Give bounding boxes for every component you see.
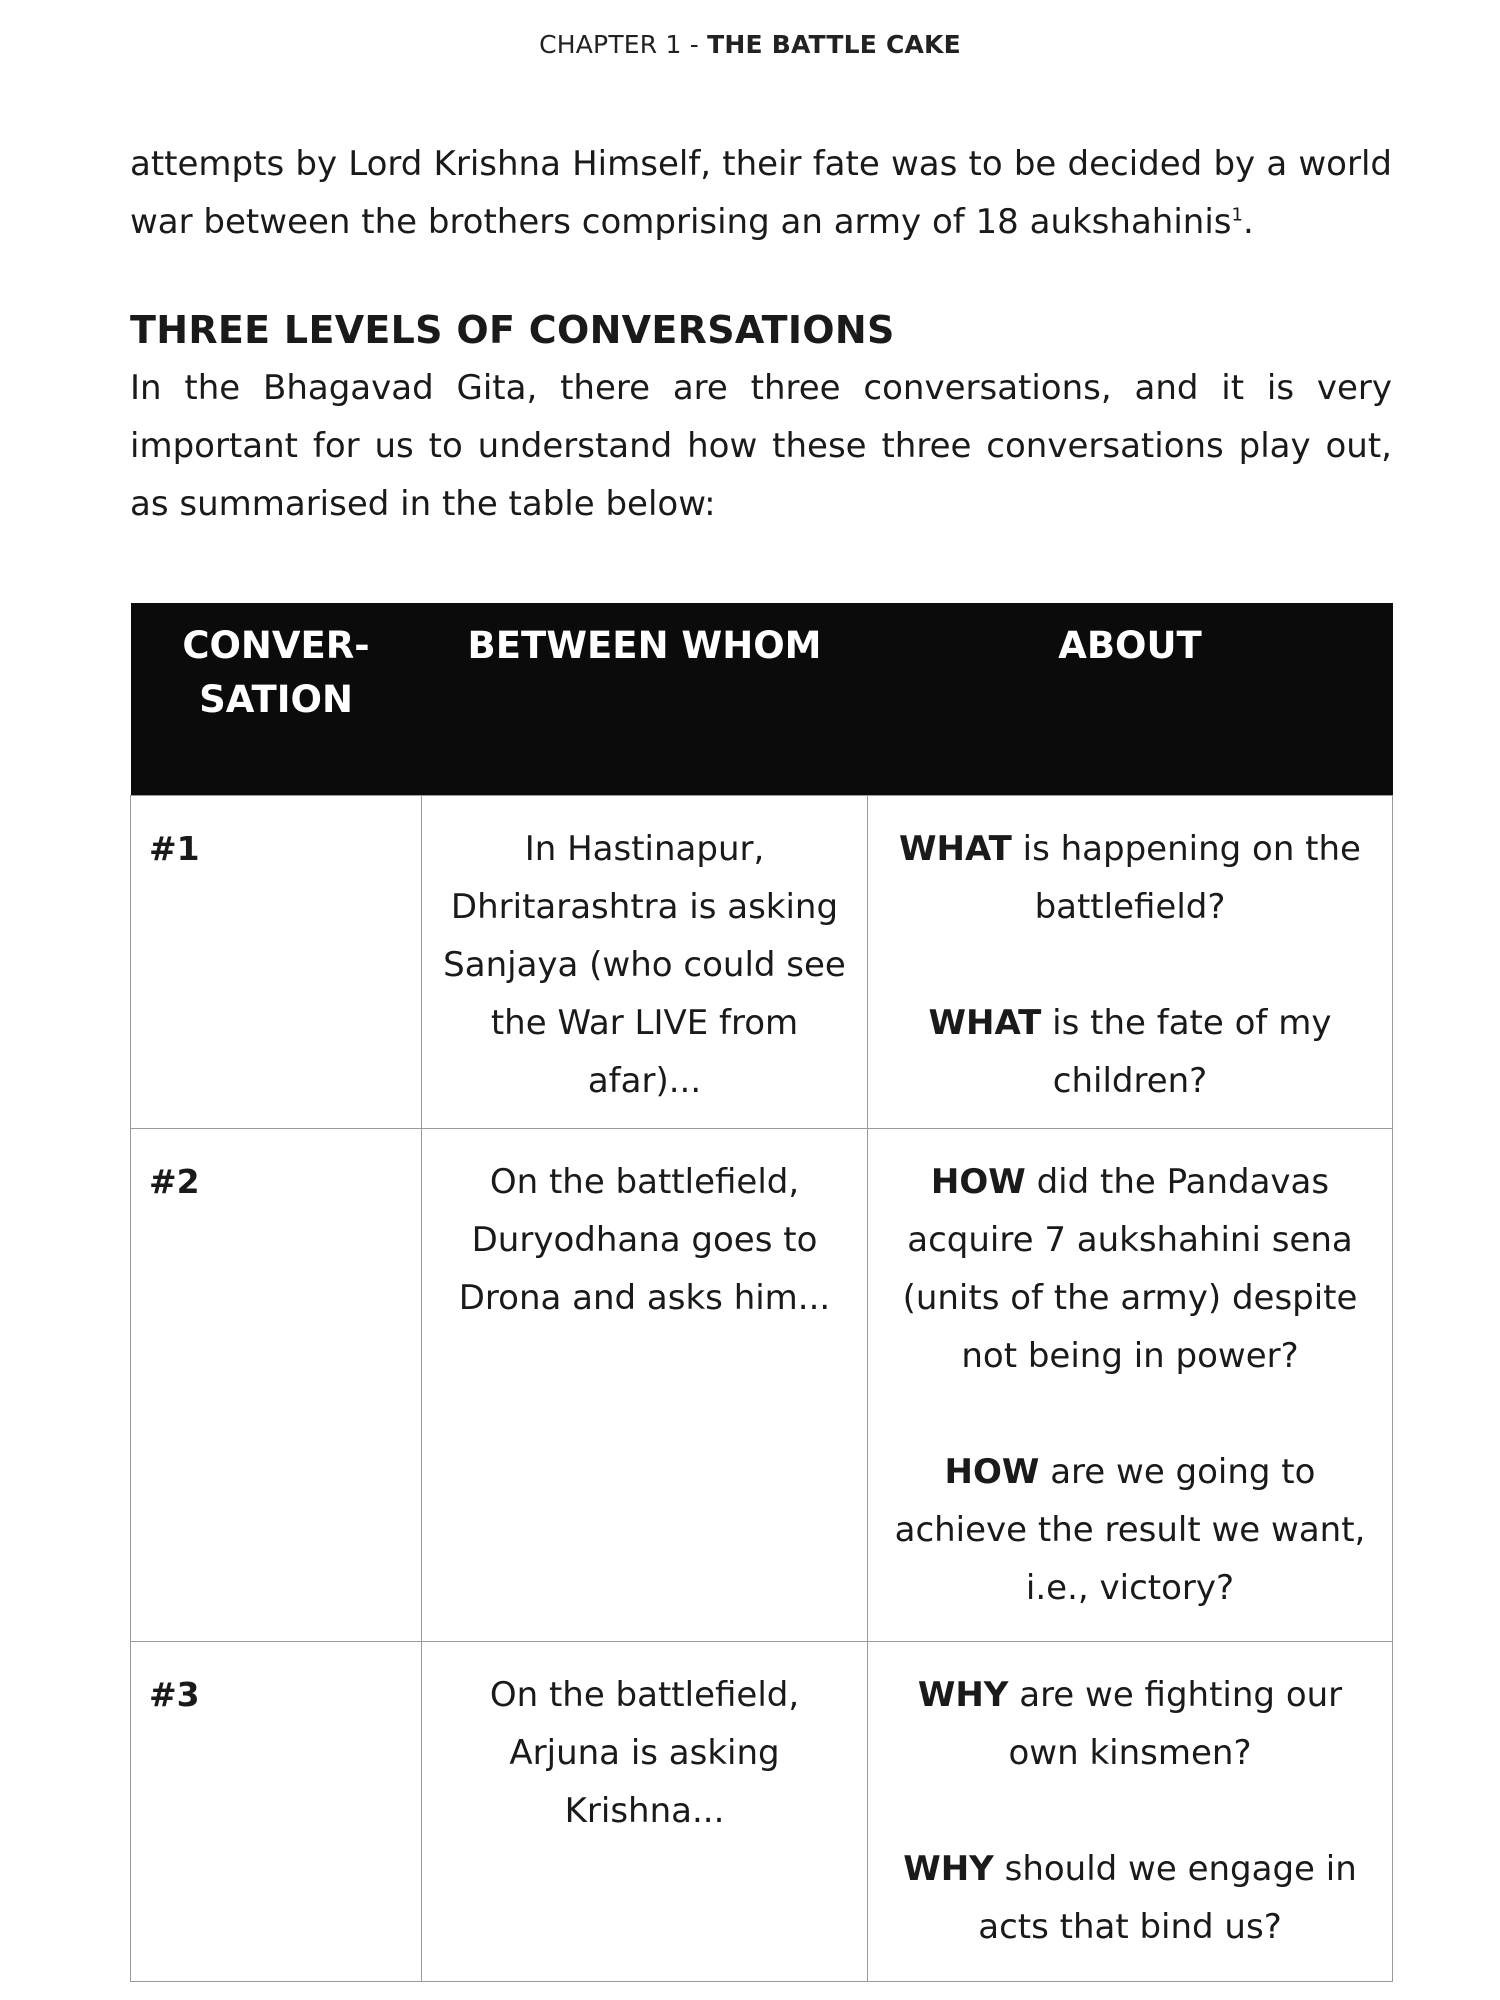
question-keyword: WHY xyxy=(903,1849,994,1889)
about-question xyxy=(880,1153,1380,1385)
question-text: is the fate of my children? xyxy=(1041,1003,1332,1101)
opening-text: attempts by Lord Krishna Himself, their fate was to be decided by a world war between the brothers comprising an army of 18 aukshahinis xyxy=(130,144,1392,242)
page-body xyxy=(130,135,1392,533)
row-number: #2 xyxy=(131,1129,422,1642)
question-keyword: HOW xyxy=(930,1162,1026,1202)
intro-paragraph: In the Bhagavad Gita, there are three conversations, and it is very important for us to understand how these three conversations play out, as summarised in the table below: xyxy=(130,368,1392,524)
question-text: is happening on the battlefield? xyxy=(1011,829,1361,927)
row-number: #3 xyxy=(131,1642,422,1982)
row-between: On the battlefield, Arjuna is asking Krishna... xyxy=(422,1642,868,1982)
question-keyword: HOW xyxy=(944,1452,1040,1492)
question-keyword: WHAT xyxy=(899,829,1012,869)
table-row xyxy=(131,796,1393,1129)
conversations-table xyxy=(130,603,1393,1982)
table-header-row xyxy=(131,603,1393,796)
table-row xyxy=(131,1642,1393,1982)
chapter-prefix: CHAPTER 1 - xyxy=(539,30,708,59)
question-text: are we fighting our own kinsmen? xyxy=(1008,1675,1343,1773)
about-question xyxy=(880,1840,1380,1956)
table-row xyxy=(131,1129,1393,1642)
question-text: are we going to achieve the result we want, i.e., victory? xyxy=(894,1452,1366,1608)
row-about xyxy=(868,1129,1393,1642)
opening-end: . xyxy=(1242,202,1254,242)
about-question xyxy=(880,820,1380,936)
header-about xyxy=(868,603,1393,796)
about-question xyxy=(880,1666,1380,1782)
header-between-whom xyxy=(422,603,868,796)
about-question xyxy=(880,1443,1380,1617)
question-text: should we engage in acts that bind us? xyxy=(978,1849,1357,1947)
about-question xyxy=(880,994,1380,1110)
header-conversation-label: CONVER-SATION xyxy=(182,624,370,721)
question-keyword: WHY xyxy=(917,1675,1009,1715)
header-about-label: ABOUT xyxy=(1058,624,1202,667)
section-heading: THREE LEVELS OF CONVERSATIONS xyxy=(130,308,895,352)
question-keyword: WHAT xyxy=(928,1003,1042,1043)
running-head xyxy=(0,30,1500,59)
chapter-title: THE BATTLE CAKE xyxy=(707,30,961,59)
opening-paragraph xyxy=(130,135,1392,251)
row-between: In Hastinapur, Dhritarashtra is asking Sanjaya (who could see the War LIVE from afar)... xyxy=(422,796,868,1129)
header-between-whom-label: BETWEEN WHOM xyxy=(467,624,822,667)
header-conversation xyxy=(131,603,422,796)
row-between: On the battlefield, Duryodhana goes to Drona and asks him... xyxy=(422,1129,868,1642)
row-about xyxy=(868,796,1393,1129)
question-text: did the Pandavas acquire 7 aukshahini sena (units of the army) despite not being in power? xyxy=(902,1162,1358,1376)
footnote-marker[interactable]: 1 xyxy=(1231,204,1243,226)
row-about xyxy=(868,1642,1393,1982)
row-number: #1 xyxy=(131,796,422,1129)
